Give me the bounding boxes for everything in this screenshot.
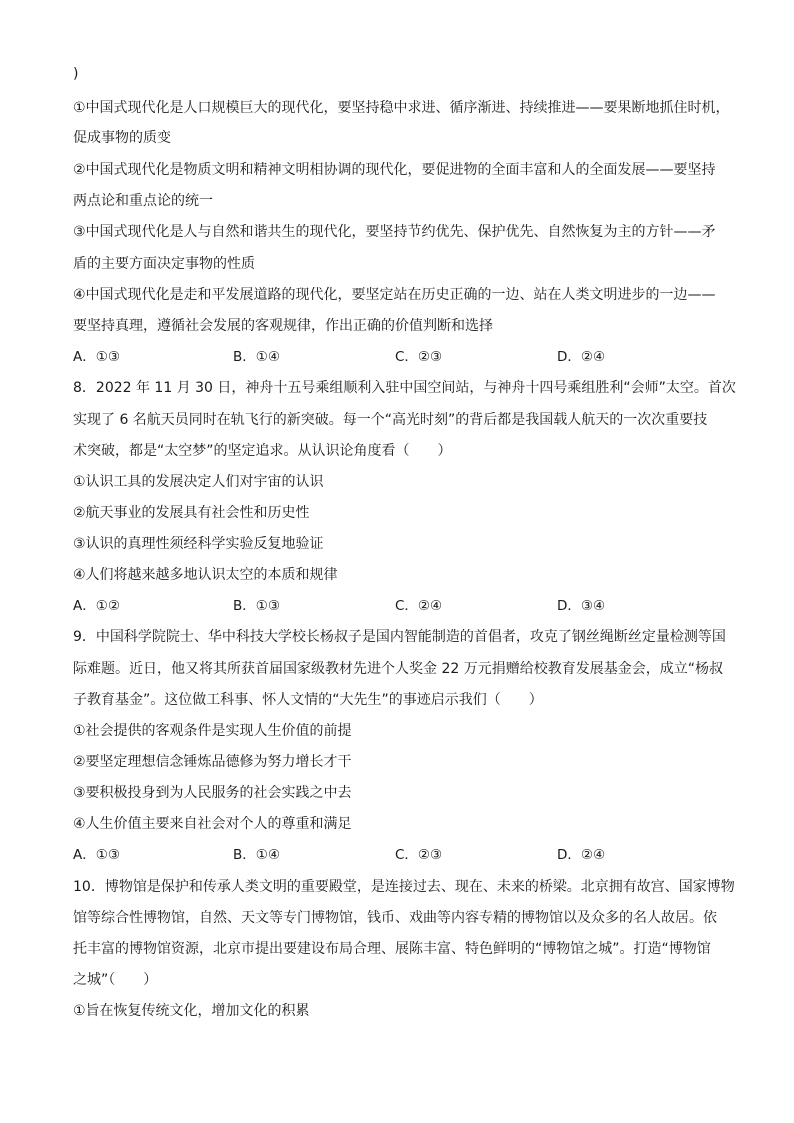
q8-option-d: D．③④ [557, 598, 606, 614]
q9-statement-1: ①社会提供的客观条件是实现人生价值的前提 [73, 723, 352, 739]
q9-option-d: D．②④ [557, 847, 606, 863]
q10-stem: 10．博物馆是保护和传承人类文明的重要殿堂，是连接过去、现在、未来的桥梁。北京拥有故宫、国家博物 [73, 879, 735, 895]
q9-option-c: C．②③ [395, 847, 443, 863]
q9-stem: 9．中国科学院院士、华中科技大学校长杨叔子是国内智能制造的首倡者，攻克了钢丝绳断丝定量检测等国 [73, 629, 726, 645]
q7-statement-2: ②中国式现代化是物质文明和精神文明相协调的现代化，要促进物的全面丰富和人的全面发展——要坚持 [73, 162, 716, 178]
q8-statement-1: ①认识工具的发展决定人们对宇宙的认识 [73, 474, 324, 490]
q9-statement-2: ②要坚定理想信念锤炼品德修为努力增长才干 [73, 754, 352, 770]
q8-option-c: C．②④ [395, 598, 443, 614]
q7-stem-end: ) [73, 66, 79, 82]
q8-option-b: B．①③ [233, 598, 280, 614]
q7-statement-3: ③中国式现代化是人与自然和谐共生的现代化，要坚持节约优先、保护优先、自然恢复为主的方针——矛 [73, 224, 716, 240]
q10-stem-cont-2: 托丰富的博物馆资源，北京市提出要建设布局合理、展陈丰富、特色鲜明的“博物馆之城”。打造“博物馆 [73, 941, 711, 957]
q7-statement-1-cont: 促成事物的质变 [73, 130, 171, 146]
q7-option-b: B．①④ [233, 349, 280, 365]
q10-stem-cont-3: 之城”（ ） [73, 972, 158, 988]
q7-option-a: A．①③ [73, 349, 120, 365]
q8-option-a: A．①② [73, 598, 120, 614]
q7-statement-3-cont: 盾的主要方面决定事物的性质 [73, 256, 255, 272]
q8-statement-2: ②航天事业的发展具有社会性和历史性 [73, 505, 310, 521]
q7-statement-4-cont: 要坚持真理，遵循社会发展的客观规律，作出正确的价值判断和选择 [73, 318, 493, 334]
q8-stem: 8．2022 年 11 月 30 日，神舟十五号乘组顺利入驻中国空间站，与神舟十四号乘组胜利“会师”太空。首次 [73, 380, 736, 396]
q8-stem-cont-1: 实现了 6 名航天员同时在轨飞行的新突破。每一个“高光时刻”的背后都是我国载人航天的一次次重要技 [73, 412, 708, 428]
q9-statement-3: ③要积极投身到为人民服务的社会实践之中去 [73, 785, 352, 801]
q9-stem-cont-2: 子教育基金”。这位做工科事、怀人文情的“大先生”的事迹启示我们（ ） [73, 692, 543, 708]
q8-statement-3: ③认识的真理性须经科学实验反复地验证 [73, 536, 324, 552]
q9-statement-4: ④人生价值主要来自社会对个人的尊重和满足 [73, 816, 352, 832]
q7-statement-2-cont: 两点论和重点论的统一 [73, 193, 213, 209]
q10-statement-1: ①旨在恢复传统文化，增加文化的积累 [73, 1003, 310, 1019]
q10-stem-cont-1: 馆等综合性博物馆，自然、天文等专门博物馆，钱币、戏曲等内容专精的博物馆以及众多的名人故居。依 [73, 910, 717, 926]
q8-stem-cont-2: 术突破，都是“太空梦”的坚定追求。从认识论角度看（ ） [73, 443, 452, 459]
q9-option-a: A．①③ [73, 847, 120, 863]
q8-statement-4: ④人们将越来越多地认识太空的本质和规律 [73, 567, 338, 583]
q7-option-d: D．②④ [557, 349, 606, 365]
q7-statement-1: ①中国式现代化是人口规模巨大的现代化，要坚持稳中求进、循序渐进、持续推进——要果断地抓住时机， [73, 100, 730, 116]
q7-option-c: C．②③ [395, 349, 443, 365]
q9-stem-cont-1: 际难题。近日，他又将其所获首届国家级教材先进个人奖金 22 万元捐赠给校教育发展基金会，成立“杨叔 [73, 661, 723, 677]
q7-statement-4: ④中国式现代化是走和平发展道路的现代化，要坚定站在历史正确的一边、站在人类文明进步的一边—— [73, 287, 716, 303]
q9-option-b: B．①④ [233, 847, 280, 863]
